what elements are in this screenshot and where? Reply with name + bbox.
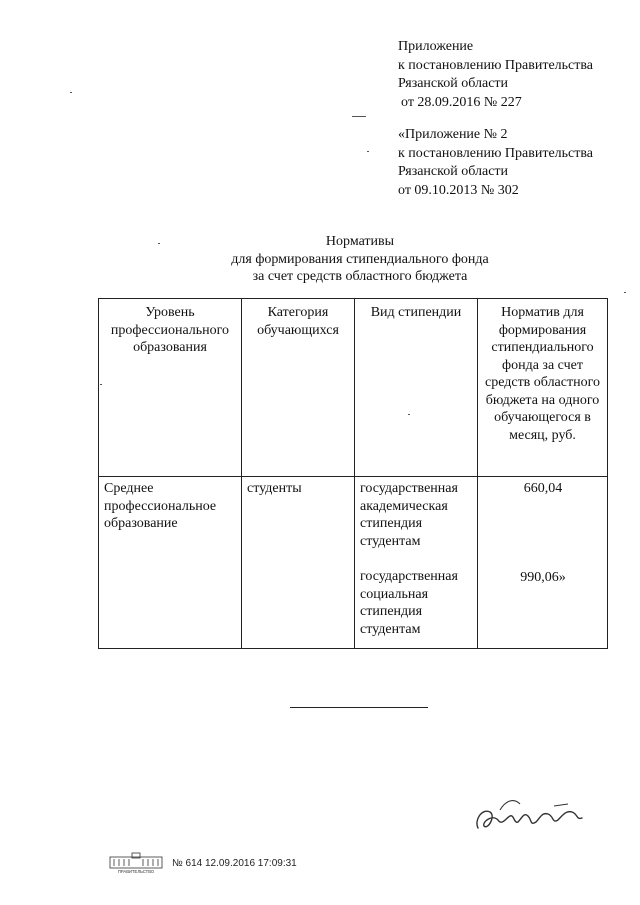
title-line2: для формирования стипендиального фонда	[231, 251, 489, 267]
table-header-row	[99, 299, 608, 477]
appendix-amended-line2: к постановлению Правительства	[398, 145, 594, 161]
appendix-current-line3: Рязанской области	[398, 76, 509, 91]
registration-meta: № 614 12.09.2016 17:09:31	[172, 857, 297, 869]
appendix-current-line1: Приложение	[398, 39, 474, 54]
appendix-amended-line4: от 09.10.2013 № 302	[398, 182, 519, 198]
cell-student-category: студенты	[242, 477, 355, 649]
closing-rule	[290, 707, 428, 708]
title-line1: Нормативы	[325, 234, 395, 249]
norm-value-academic: 660,04	[523, 481, 563, 496]
title-line3: за счет средств областного бюджета	[252, 269, 468, 284]
header-student-category: Категория обучающихся	[242, 299, 355, 477]
appendix-amended-line3: Рязанской области	[398, 164, 509, 179]
appendix-amended-line1: «Приложение № 2	[398, 127, 508, 142]
cell-education-level: Среднее профессиональное образование	[99, 477, 242, 649]
government-building-icon	[108, 852, 164, 874]
header-education-level: Уровень профессионального образования	[99, 299, 242, 477]
table-row	[99, 477, 608, 649]
appendix-block-amended	[398, 126, 593, 200]
norms-table	[98, 298, 608, 649]
norm-value-social: 990,06»	[520, 569, 566, 585]
signature-icon	[470, 790, 590, 840]
cell-norm-values	[478, 477, 608, 649]
stipend-social: государственная социальная стипендия студентам	[360, 569, 458, 637]
appendix-current-line2: к постановлению Правительства	[398, 57, 594, 73]
document-title	[150, 233, 570, 286]
header-norm-value: Норматив для формирования стипендиального фонда за счет средств областного бюджета на одного обучающегося в месяц, руб.	[478, 299, 608, 477]
appendix-block-current	[398, 38, 593, 112]
registration-footer	[108, 852, 297, 874]
cell-stipend-types	[355, 477, 478, 649]
header-stipend-type: Вид стипендии	[355, 299, 478, 477]
stipend-academic: государственная академическая стипендия студентам	[360, 481, 458, 549]
stamp-text: ПРАВИТЕЛЬСТВО	[117, 869, 155, 874]
appendix-current-line4: от 28.09.2016 № 227	[401, 94, 522, 110]
